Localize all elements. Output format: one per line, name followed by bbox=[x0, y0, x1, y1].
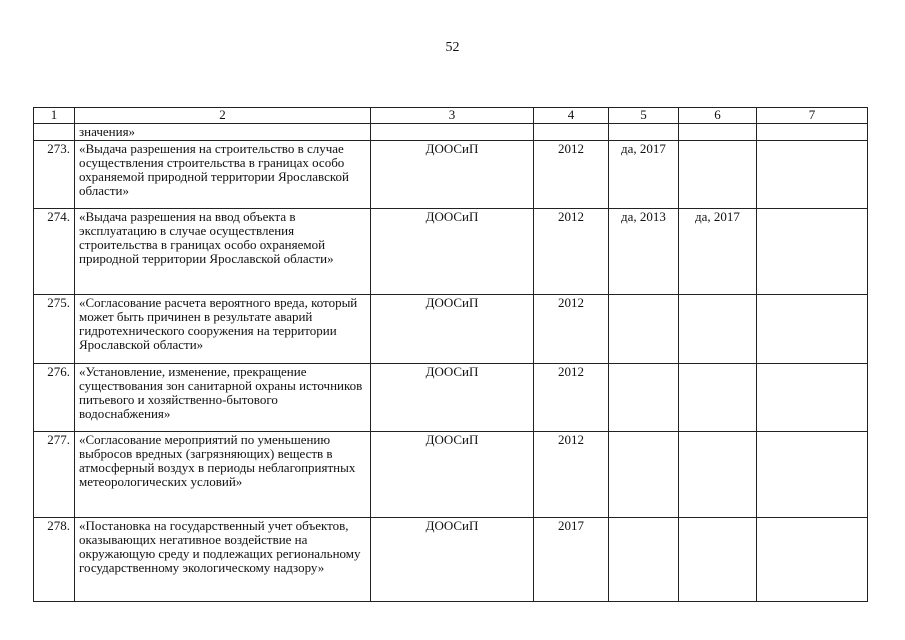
year: 2012 bbox=[534, 141, 609, 209]
services-table bbox=[33, 107, 868, 602]
column-7-value bbox=[757, 364, 868, 432]
column-7-value bbox=[757, 141, 868, 209]
row-number: 274. bbox=[34, 209, 75, 295]
row-number: 277. bbox=[34, 432, 75, 518]
authority: ДООСиП bbox=[371, 295, 534, 364]
column-header: 6 bbox=[679, 108, 757, 124]
service-name: «Постановка на государственный учет объектов, оказывающих негативное воздействие на окружающую среду и подлежащих региональному государственному экологическому надзору» bbox=[75, 518, 371, 602]
year: 2012 bbox=[534, 209, 609, 295]
column-5-value bbox=[609, 518, 679, 602]
service-name: «Согласование расчета вероятного вреда, который может быть причинен в результате аварий гидротехнического сооружения на территории Ярославской области» bbox=[75, 295, 371, 364]
row-number: 276. bbox=[34, 364, 75, 432]
column-header: 5 bbox=[609, 108, 679, 124]
column-6-value bbox=[679, 124, 757, 141]
continuation-row bbox=[34, 124, 868, 141]
column-5-value: да, 2013 bbox=[609, 209, 679, 295]
column-7-value bbox=[757, 295, 868, 364]
column-6-value bbox=[679, 141, 757, 209]
authority: ДООСиП bbox=[371, 209, 534, 295]
column-7-value bbox=[757, 518, 868, 602]
authority: ДООСиП bbox=[371, 432, 534, 518]
row-number: 275. bbox=[34, 295, 75, 364]
authority: ДООСиП bbox=[371, 518, 534, 602]
column-5-value bbox=[609, 295, 679, 364]
year bbox=[534, 124, 609, 141]
column-7-value bbox=[757, 124, 868, 141]
column-5-value bbox=[609, 364, 679, 432]
column-6-value bbox=[679, 364, 757, 432]
column-5-value bbox=[609, 124, 679, 141]
authority bbox=[371, 124, 534, 141]
authority: ДООСиП bbox=[371, 364, 534, 432]
service-name: значения» bbox=[75, 124, 371, 141]
column-7-value bbox=[757, 209, 868, 295]
column-6-value bbox=[679, 295, 757, 364]
column-7-value bbox=[757, 432, 868, 518]
page-number: 52 bbox=[445, 40, 460, 55]
row-number bbox=[34, 124, 75, 141]
column-5-value bbox=[609, 432, 679, 518]
table-row bbox=[34, 518, 868, 602]
year: 2012 bbox=[534, 364, 609, 432]
column-6-value bbox=[679, 518, 757, 602]
table-row bbox=[34, 209, 868, 295]
year: 2012 bbox=[534, 295, 609, 364]
column-header: 4 bbox=[534, 108, 609, 124]
column-header: 7 bbox=[757, 108, 868, 124]
table-row bbox=[34, 141, 868, 209]
service-name: «Выдача разрешения на строительство в случае осуществления строительства в границах особо охраняемой природной территории Ярославской области» bbox=[75, 141, 371, 209]
table-row bbox=[34, 432, 868, 518]
table-row bbox=[34, 364, 868, 432]
authority: ДООСиП bbox=[371, 141, 534, 209]
header-row bbox=[34, 108, 868, 124]
service-name: «Установление, изменение, прекращение существования зон санитарной охраны источников питьевого и хозяйственно-бытового водоснабжения» bbox=[75, 364, 371, 432]
column-header: 1 bbox=[34, 108, 75, 124]
column-6-value bbox=[679, 432, 757, 518]
table-row bbox=[34, 295, 868, 364]
year: 2012 bbox=[534, 432, 609, 518]
column-header: 3 bbox=[371, 108, 534, 124]
row-number: 278. bbox=[34, 518, 75, 602]
column-header: 2 bbox=[75, 108, 371, 124]
column-6-value: да, 2017 bbox=[679, 209, 757, 295]
column-5-value: да, 2017 bbox=[609, 141, 679, 209]
service-name: «Выдача разрешения на ввод объекта в эксплуатацию в случае осуществления строительства в границах особо охраняемой природной территории Ярославской области» bbox=[75, 209, 371, 295]
service-name: «Согласование мероприятий по уменьшению выбросов вредных (загрязняющих) веществ в атмосферный воздух в периоды неблагоприятных метеорологических условий» bbox=[75, 432, 371, 518]
year: 2017 bbox=[534, 518, 609, 602]
row-number: 273. bbox=[34, 141, 75, 209]
